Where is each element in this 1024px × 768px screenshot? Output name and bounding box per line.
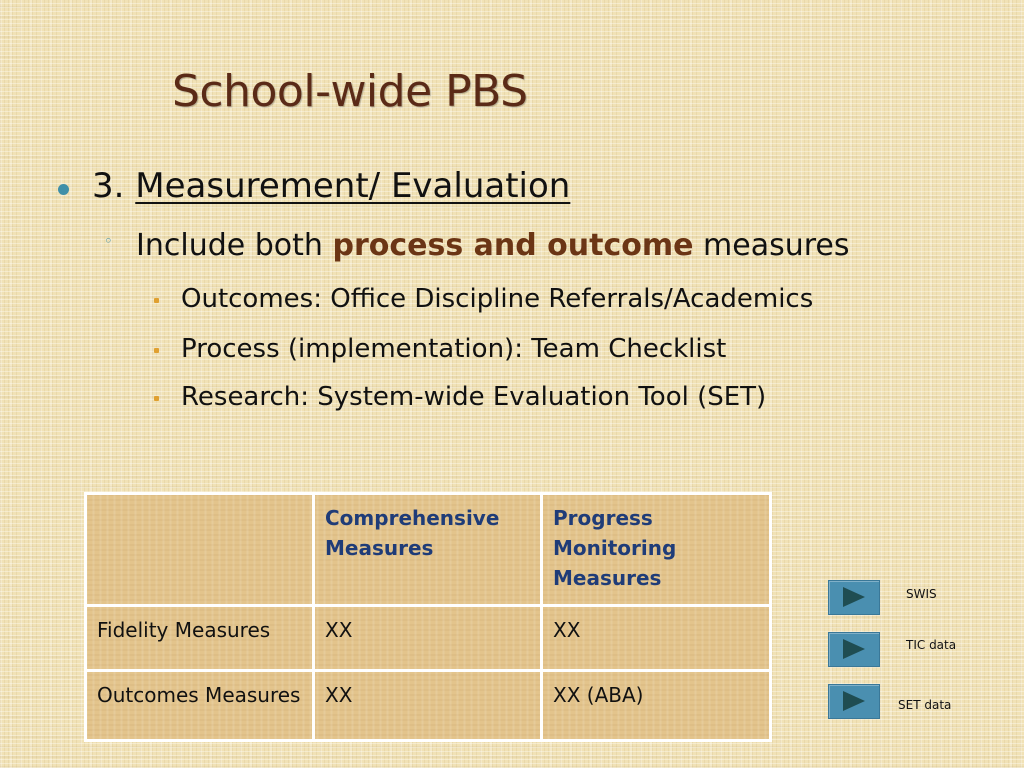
play-icon [843, 639, 865, 659]
row-label: Fidelity Measures [86, 605, 314, 671]
table-header-row [86, 494, 771, 606]
header-progress-monitoring: Progress Monitoring Measures [542, 494, 771, 606]
play-icon [843, 587, 865, 607]
measures-table [84, 492, 772, 742]
list-item-text: Outcomes: Office Discipline Referrals/Academics [181, 284, 814, 314]
ring-bullet-icon: ◦ [104, 232, 113, 250]
table-cell: XX (ABA) [542, 671, 771, 741]
square-bullet-icon [154, 298, 159, 303]
sub-point-text [136, 228, 850, 263]
table-cell: XX [314, 671, 542, 741]
set-data-play-button[interactable] [828, 684, 880, 719]
play-icon [843, 691, 865, 711]
table-row [86, 671, 771, 741]
list-item-text: Research: System-wide Evaluation Tool (SET) [181, 382, 767, 412]
point-number: 3. [92, 166, 125, 206]
swis-label: SWIS [906, 587, 937, 601]
tic-data-label: TIC data [906, 638, 957, 652]
sub-point-after: measures [703, 228, 850, 263]
slide-title: School-wide PBS [172, 66, 528, 117]
sub-point-before: Include both [136, 228, 323, 263]
list-item-text: Process (implementation): Team Checklist [181, 334, 727, 364]
sub-point-emphasis: process and outcome [332, 228, 694, 263]
set-data-label: SET data [898, 698, 952, 712]
swis-play-button[interactable] [828, 580, 880, 615]
square-bullet-icon [154, 348, 159, 353]
tic-data-play-button[interactable] [828, 632, 880, 667]
header-comprehensive: Comprehensive Measures [314, 494, 542, 606]
main-point-text [92, 166, 570, 206]
table-cell: XX [542, 605, 771, 671]
table-row [86, 605, 771, 671]
bullet-dot-icon [58, 184, 69, 195]
table-cell: XX [314, 605, 542, 671]
point-heading: Measurement/ Evaluation [135, 166, 571, 206]
row-label: Outcomes Measures [86, 671, 314, 741]
square-bullet-icon [154, 396, 159, 401]
table-corner-cell [86, 494, 314, 606]
